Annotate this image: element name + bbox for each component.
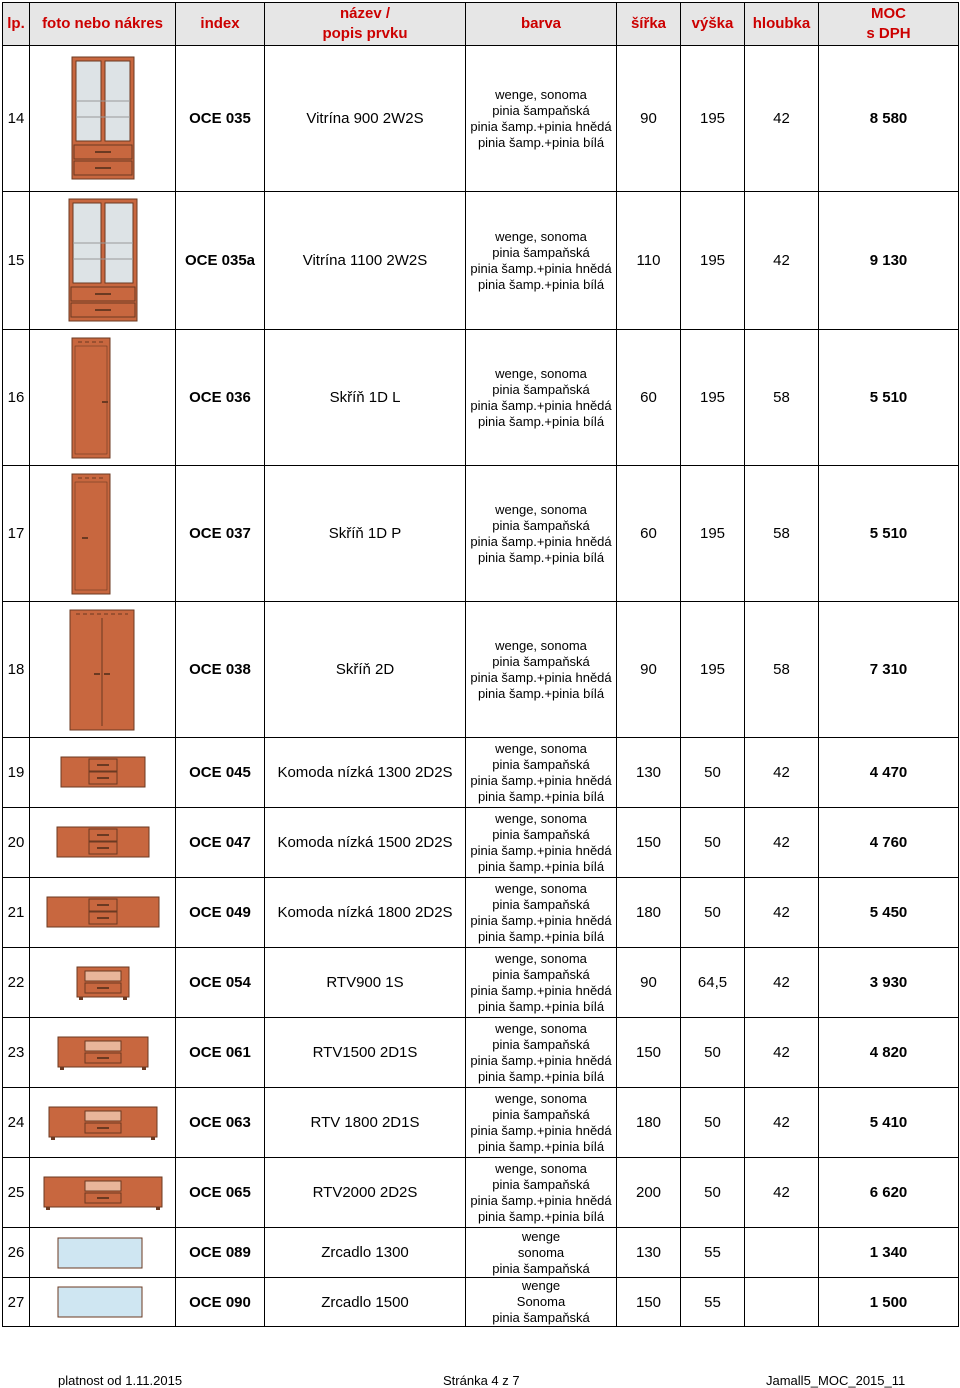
product-index: OCE 038 [176, 602, 265, 738]
row-number: 24 [3, 1088, 30, 1158]
vitrine-icon [30, 55, 175, 183]
product-height: 50 [681, 1088, 745, 1158]
table-row [3, 602, 959, 738]
product-colors [466, 602, 617, 738]
color-option: wenge, sonoma [495, 228, 587, 244]
product-name: Skříň 1D L [265, 330, 466, 466]
table-header-row [3, 3, 959, 46]
product-index: OCE 035 [176, 46, 265, 192]
color-option: pinia šamp.+pinia bílá [477, 928, 605, 944]
product-colors [466, 948, 617, 1018]
dresser-icon [30, 895, 175, 931]
table-row [3, 466, 959, 602]
table-row [3, 808, 959, 878]
vitrine-icon [30, 197, 175, 325]
product-width: 90 [617, 46, 681, 192]
color-option: wenge, sonoma [495, 365, 587, 381]
header-price [819, 3, 959, 46]
product-depth: 58 [745, 466, 819, 602]
product-height: 195 [681, 330, 745, 466]
product-name: RTV 1800 2D1S [265, 1088, 466, 1158]
product-width: 90 [617, 948, 681, 1018]
product-index: OCE 090 [176, 1278, 265, 1327]
color-option: pinia šamp.+pinia bílá [477, 788, 605, 804]
color-option: pinia šamp.+pinia hnědá [470, 982, 612, 998]
product-depth: 42 [745, 808, 819, 878]
color-option: pinia šampaňská [492, 966, 590, 982]
color-option: pinia šamp.+pinia hnědá [470, 669, 612, 685]
table-row [3, 1088, 959, 1158]
color-option: wenge, sonoma [495, 1090, 587, 1106]
product-image [30, 1018, 176, 1088]
product-width: 200 [617, 1158, 681, 1228]
header-price-line1: MOC [871, 5, 906, 22]
product-depth: 42 [745, 192, 819, 330]
color-option: pinia šamp.+pinia bílá [477, 1138, 605, 1154]
product-depth: 58 [745, 330, 819, 466]
header-index: index [176, 3, 265, 46]
product-name: Vitrína 1100 2W2S [265, 192, 466, 330]
header-width: šířka [617, 3, 681, 46]
product-name: RTV2000 2D2S [265, 1158, 466, 1228]
product-price: 6 620 [819, 1158, 959, 1228]
product-width: 130 [617, 738, 681, 808]
product-price: 5 510 [819, 330, 959, 466]
product-image [30, 1228, 176, 1278]
color-option: pinia šamp.+pinia hnědá [470, 397, 612, 413]
product-price: 5 450 [819, 878, 959, 948]
row-number: 27 [3, 1278, 30, 1327]
color-option: pinia šamp.+pinia hnědá [470, 912, 612, 928]
header-photo: foto nebo nákres [30, 3, 176, 46]
color-option: wenge, sonoma [495, 86, 587, 102]
color-option: pinia šamp.+pinia hnědá [470, 118, 612, 134]
color-option: wenge, sonoma [495, 880, 587, 896]
color-option: wenge, sonoma [495, 637, 587, 653]
product-height: 195 [681, 192, 745, 330]
product-height: 195 [681, 602, 745, 738]
color-option: pinia šampaňská [492, 826, 590, 842]
product-price: 3 930 [819, 948, 959, 1018]
color-option: wenge, sonoma [495, 740, 587, 756]
color-option: pinia šamp.+pinia bílá [477, 858, 605, 874]
product-price: 5 510 [819, 466, 959, 602]
mirror-icon [30, 1285, 175, 1319]
dresser-icon [30, 825, 175, 861]
row-number: 16 [3, 330, 30, 466]
product-index: OCE 061 [176, 1018, 265, 1088]
header-name [265, 3, 466, 46]
color-option: pinia šamp.+pinia hnědá [470, 533, 612, 549]
row-number: 20 [3, 808, 30, 878]
color-option: pinia šamp.+pinia bílá [477, 276, 605, 292]
product-colors [466, 192, 617, 330]
table-row [3, 1228, 959, 1278]
color-option: wenge, sonoma [495, 810, 587, 826]
product-depth: 58 [745, 602, 819, 738]
product-colors [466, 330, 617, 466]
color-option: sonoma [517, 1244, 565, 1260]
product-depth: 42 [745, 1088, 819, 1158]
product-price: 5 410 [819, 1088, 959, 1158]
color-option: pinia šamp.+pinia bílá [477, 685, 605, 701]
row-number: 19 [3, 738, 30, 808]
header-color: barva [466, 3, 617, 46]
product-image [30, 738, 176, 808]
product-name: Zrcadlo 1300 [265, 1228, 466, 1278]
color-option: pinia šamp.+pinia bílá [477, 1208, 605, 1224]
color-option: wenge [521, 1228, 561, 1244]
color-option: pinia šampaňská [492, 756, 590, 772]
product-image [30, 1278, 176, 1327]
tv-stand-icon [30, 1173, 175, 1213]
color-option: pinia šampaňská [492, 517, 590, 533]
table-row [3, 738, 959, 808]
product-index: OCE 063 [176, 1088, 265, 1158]
product-width: 90 [617, 602, 681, 738]
product-colors [466, 1088, 617, 1158]
product-price: 4 760 [819, 808, 959, 878]
table-row [3, 948, 959, 1018]
product-name: RTV1500 2D1S [265, 1018, 466, 1088]
product-width: 150 [617, 1018, 681, 1088]
product-index: OCE 089 [176, 1228, 265, 1278]
product-depth: 42 [745, 948, 819, 1018]
product-depth: 42 [745, 46, 819, 192]
color-option: wenge, sonoma [495, 501, 587, 517]
product-image [30, 808, 176, 878]
product-depth: 42 [745, 1158, 819, 1228]
product-height: 50 [681, 1018, 745, 1088]
product-height: 50 [681, 738, 745, 808]
table-row [3, 878, 959, 948]
dresser-icon [30, 755, 175, 791]
color-option: wenge, sonoma [495, 1160, 587, 1176]
product-colors [466, 46, 617, 192]
product-height: 64,5 [681, 948, 745, 1018]
product-name: RTV900 1S [265, 948, 466, 1018]
product-width: 150 [617, 1278, 681, 1327]
row-number: 21 [3, 878, 30, 948]
product-index: OCE 035a [176, 192, 265, 330]
product-height: 50 [681, 1158, 745, 1228]
product-price: 8 580 [819, 46, 959, 192]
footer-doc-id: Jamall5_MOC_2015_11 [766, 1373, 906, 1388]
product-depth [745, 1278, 819, 1327]
product-index: OCE 045 [176, 738, 265, 808]
color-option: pinia šamp.+pinia bílá [477, 549, 605, 565]
product-price: 4 820 [819, 1018, 959, 1088]
product-height: 195 [681, 466, 745, 602]
wardrobe-icon [30, 472, 175, 596]
color-option: pinia šampaňská [492, 1310, 590, 1325]
product-width: 110 [617, 192, 681, 330]
product-image [30, 46, 176, 192]
wardrobe-2d-icon [30, 608, 175, 732]
product-width: 150 [617, 808, 681, 878]
color-option: pinia šamp.+pinia bílá [477, 998, 605, 1014]
product-colors [466, 738, 617, 808]
mirror-icon [30, 1236, 175, 1270]
product-height: 195 [681, 46, 745, 192]
row-number: 17 [3, 466, 30, 602]
tv-stand-icon [30, 963, 175, 1003]
product-image [30, 1158, 176, 1228]
product-image [30, 1088, 176, 1158]
footer-page: Stránka 4 z 7 [443, 1373, 520, 1388]
header-name-line1: název / [339, 5, 391, 22]
product-image [30, 948, 176, 1018]
product-height: 50 [681, 878, 745, 948]
product-width: 60 [617, 330, 681, 466]
header-height: výška [681, 3, 745, 46]
product-height: 55 [681, 1228, 745, 1278]
product-depth: 42 [745, 1018, 819, 1088]
row-number: 15 [3, 192, 30, 330]
color-option: pinia šamp.+pinia bílá [477, 134, 605, 150]
color-option: wenge, sonoma [495, 1020, 587, 1036]
row-number: 23 [3, 1018, 30, 1088]
product-height: 55 [681, 1278, 745, 1327]
product-colors [466, 878, 617, 948]
header-name-line2: popis prvku [322, 25, 408, 42]
color-option: pinia šamp.+pinia hnědá [470, 772, 612, 788]
product-colors [466, 1228, 617, 1278]
row-number: 18 [3, 602, 30, 738]
product-index: OCE 036 [176, 330, 265, 466]
header-depth: hloubka [745, 3, 819, 46]
color-option: pinia šamp.+pinia hnědá [470, 1122, 612, 1138]
footer-validity: platnost od 1.11.2015 [58, 1373, 183, 1388]
row-number: 22 [3, 948, 30, 1018]
product-depth: 42 [745, 878, 819, 948]
header-price-line2: s DPH [866, 25, 911, 42]
price-table [2, 2, 959, 1327]
product-index: OCE 049 [176, 878, 265, 948]
color-option: pinia šamp.+pinia bílá [477, 1068, 605, 1084]
table-row [3, 1158, 959, 1228]
product-image [30, 602, 176, 738]
product-height: 50 [681, 808, 745, 878]
color-option: wenge [521, 1278, 561, 1293]
product-depth: 42 [745, 738, 819, 808]
row-number: 25 [3, 1158, 30, 1228]
product-price: 1 500 [819, 1278, 959, 1327]
product-colors [466, 466, 617, 602]
product-name: Vitrína 900 2W2S [265, 46, 466, 192]
table-row [3, 330, 959, 466]
product-colors [466, 1278, 617, 1327]
color-option: pinia šamp.+pinia hnědá [470, 1052, 612, 1068]
table-row [3, 192, 959, 330]
product-width: 60 [617, 466, 681, 602]
row-number: 26 [3, 1228, 30, 1278]
product-name: Zrcadlo 1500 [265, 1278, 466, 1327]
product-depth [745, 1228, 819, 1278]
product-image [30, 192, 176, 330]
product-name: Komoda nízká 1500 2D2S [265, 808, 466, 878]
product-image [30, 330, 176, 466]
product-colors [466, 808, 617, 878]
product-width: 180 [617, 878, 681, 948]
product-colors [466, 1158, 617, 1228]
product-name: Komoda nízká 1300 2D2S [265, 738, 466, 808]
header-lp: lp. [3, 3, 30, 46]
color-option: pinia šampaňská [492, 896, 590, 912]
product-name: Skříň 1D P [265, 466, 466, 602]
product-image [30, 466, 176, 602]
color-option: pinia šampaňská [492, 653, 590, 669]
tv-stand-icon [30, 1103, 175, 1143]
color-option: pinia šampaňská [492, 102, 590, 118]
table-row [3, 1018, 959, 1088]
color-option: pinia šampaňská [492, 1176, 590, 1192]
color-option: pinia šampaňská [492, 381, 590, 397]
color-option: pinia šamp.+pinia hnědá [470, 1192, 612, 1208]
color-option: wenge, sonoma [495, 950, 587, 966]
product-width: 130 [617, 1228, 681, 1278]
color-option: pinia šampaňská [492, 1260, 590, 1276]
product-image [30, 878, 176, 948]
product-width: 180 [617, 1088, 681, 1158]
row-number: 14 [3, 46, 30, 192]
table-row [3, 1278, 959, 1327]
color-option: pinia šamp.+pinia bílá [477, 413, 605, 429]
product-price: 1 340 [819, 1228, 959, 1278]
product-name: Komoda nízká 1800 2D2S [265, 878, 466, 948]
table-row [3, 46, 959, 192]
product-index: OCE 054 [176, 948, 265, 1018]
product-price: 4 470 [819, 738, 959, 808]
color-option: pinia šampaňská [492, 1106, 590, 1122]
product-index: OCE 047 [176, 808, 265, 878]
product-price: 9 130 [819, 192, 959, 330]
product-price: 7 310 [819, 602, 959, 738]
color-option: Sonoma [516, 1294, 566, 1309]
color-option: pinia šamp.+pinia hnědá [470, 842, 612, 858]
product-index: OCE 065 [176, 1158, 265, 1228]
color-option: pinia šampaňská [492, 1036, 590, 1052]
color-option: pinia šampaňská [492, 244, 590, 260]
product-colors [466, 1018, 617, 1088]
tv-stand-icon [30, 1033, 175, 1073]
product-name: Skříň 2D [265, 602, 466, 738]
color-option: pinia šamp.+pinia hnědá [470, 260, 612, 276]
wardrobe-icon [30, 336, 175, 460]
product-index: OCE 037 [176, 466, 265, 602]
